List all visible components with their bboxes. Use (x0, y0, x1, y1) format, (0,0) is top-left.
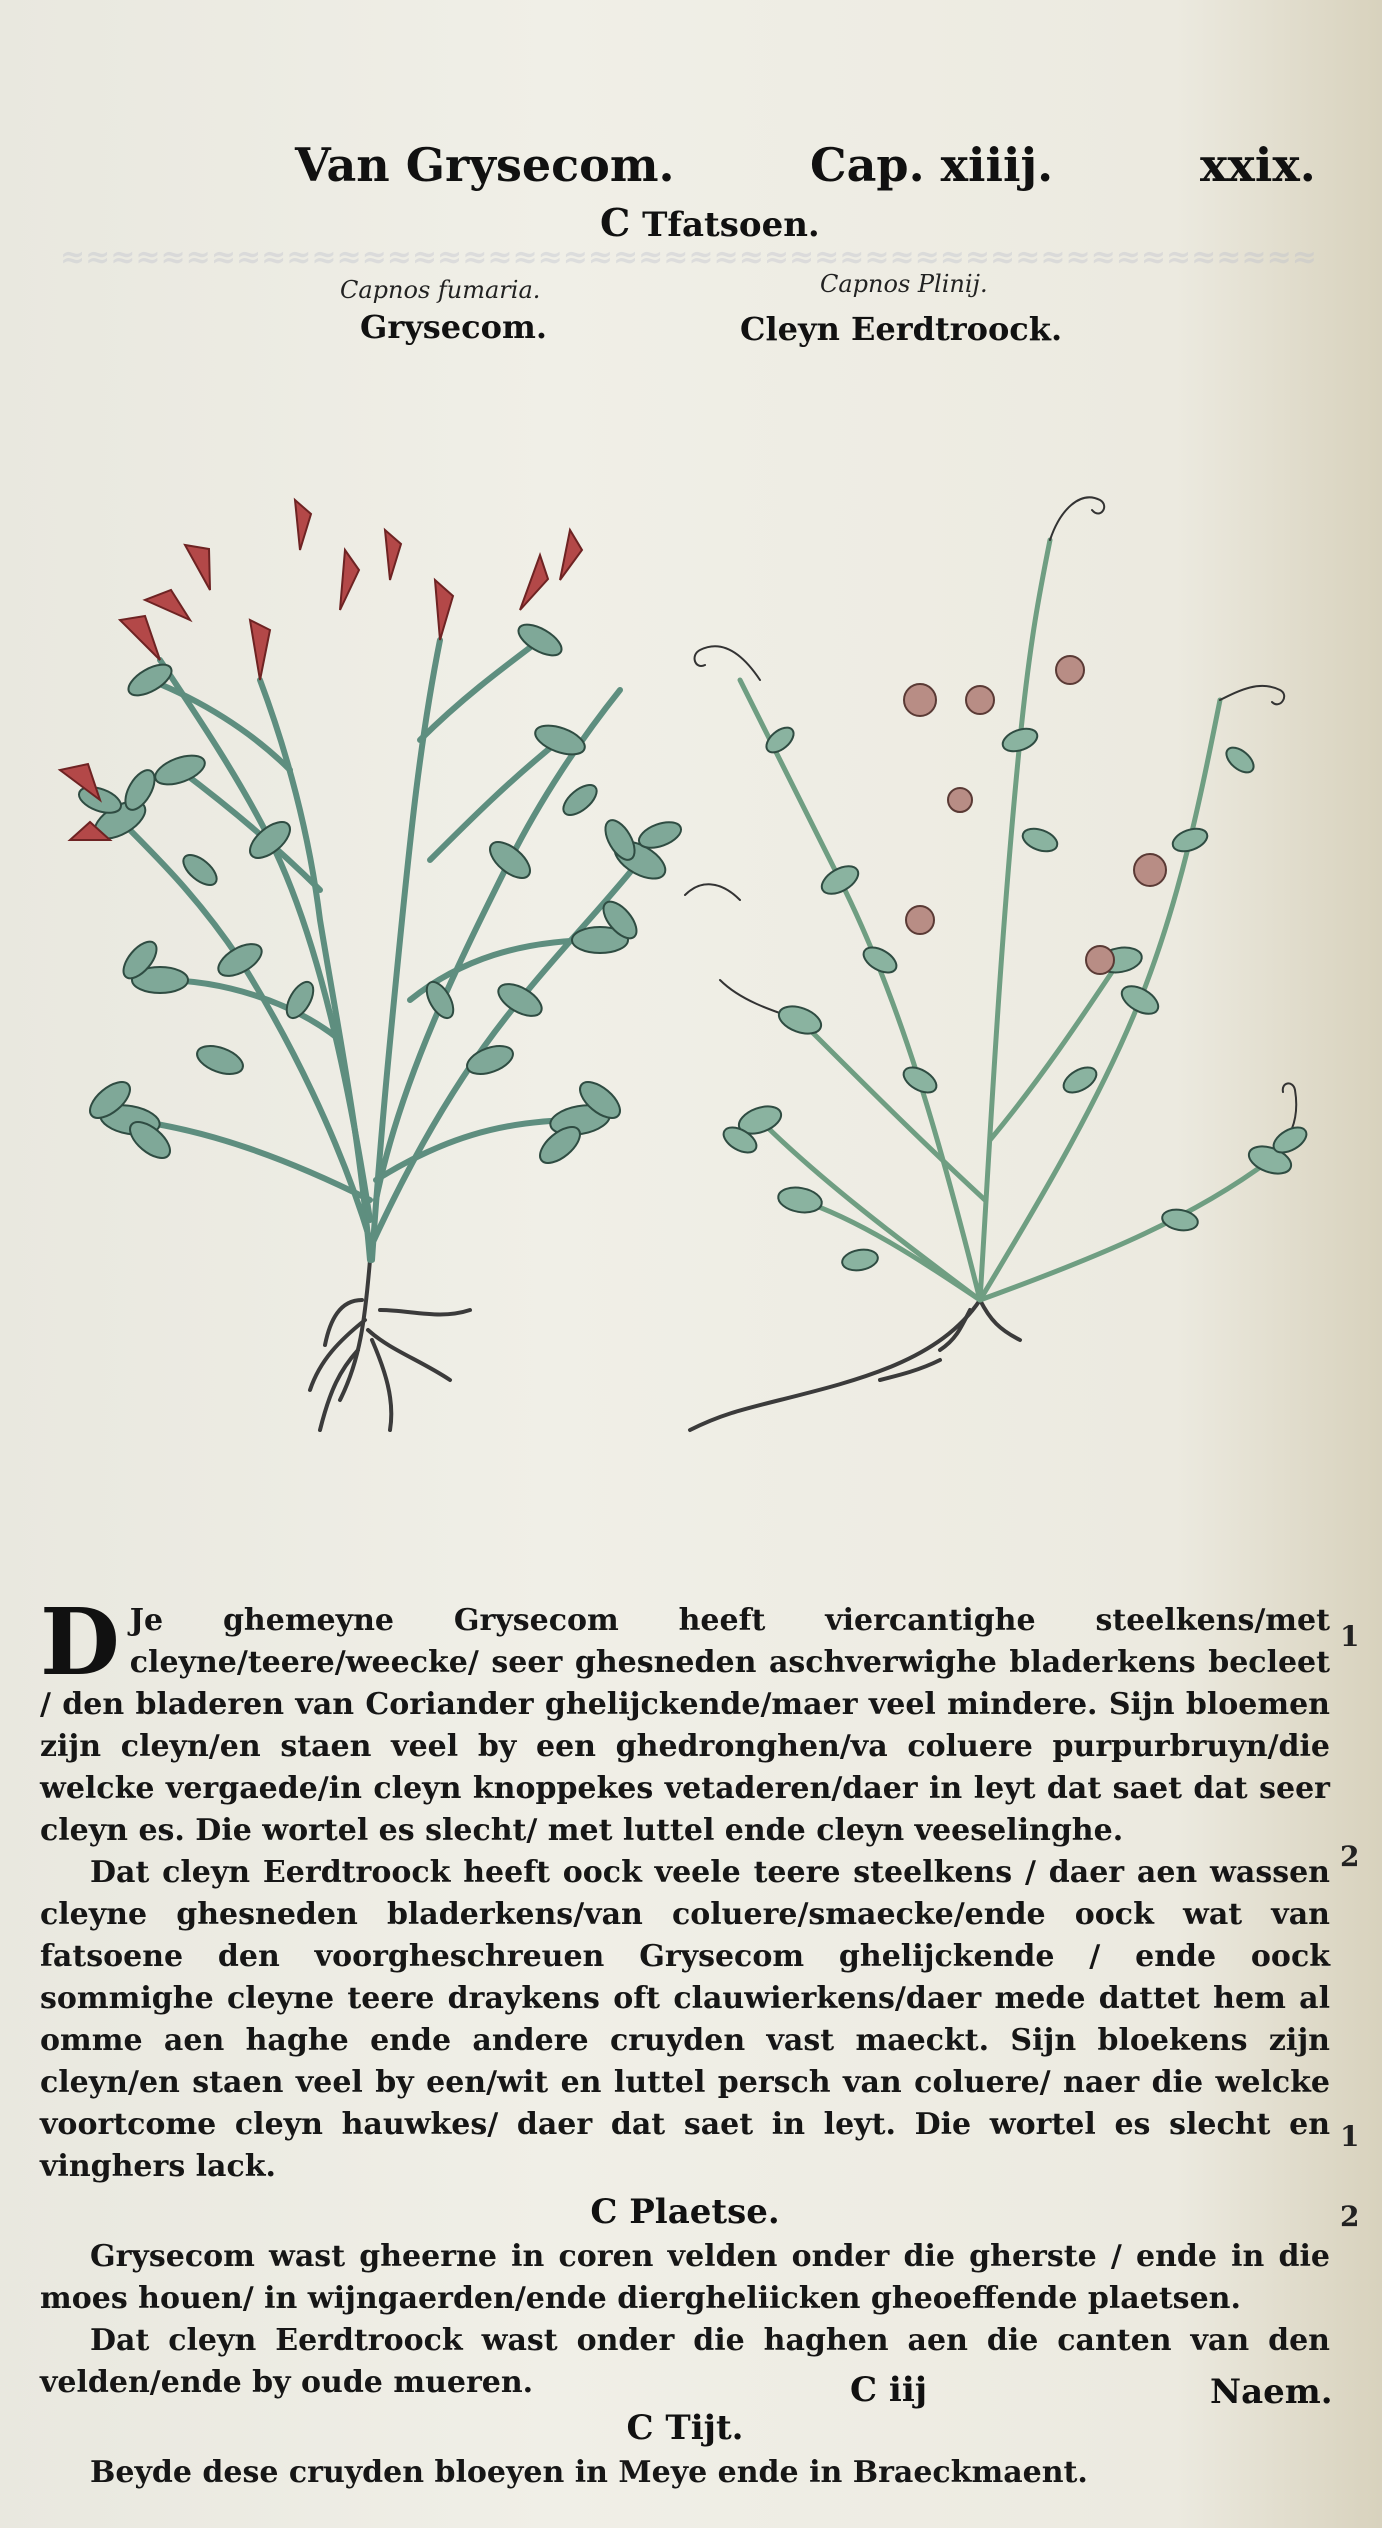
place-text-1: Grysecom wast gheerne in coren velden onder die gherste / ende in die moes houen/ in wijngaerden/ende diergheliicken gheoeffende plaetsen. (40, 2239, 1330, 2316)
signature-mark: C iij (850, 2370, 928, 2410)
time-pilcrow: C (626, 2408, 654, 2448)
description-text-1: Je ghemeyne Grysecom heeft viercantighe steelkens/met cleyne/teere/weecke/ seer ghesneden aschverwighe bladerkens becleet / den bladeren van Coriander ghelijckende/maer veel mindere. Sijn bloemen zijn cleyn/en staen veel by een ghedronghen/va coluere purpurbruyn/die welcke vergaede/in cleyn knoppekes vetaderen/daer in leyt dat saet dat seer cleyn es. Die wortel es slecht/ met luttel ende cleyn veeselinghe. (40, 1603, 1330, 1848)
place-text-2: Dat cleyn Eerdtroock wast onder die haghen aen die canten van den velden/ende by oude mueren. (40, 2323, 1330, 2400)
margin-number-description-1: 1 (1340, 1620, 1360, 1653)
fumitory-woodcut (60, 500, 684, 1430)
fumitory-root (310, 1260, 470, 1430)
header-chapter: Cap. xiiij. (810, 138, 1054, 192)
running-header (0, 128, 1382, 192)
description-section (40, 1588, 1330, 2494)
place-heading-text: Plaetse. (629, 2192, 780, 2232)
place-heading (40, 2192, 1330, 2232)
header-folio: xxix. (1200, 138, 1316, 192)
climbing-fumitory-stems (740, 540, 1270, 1300)
pilcrow-mark: C (600, 200, 631, 245)
climbing-fumitory-woodcut (685, 497, 1311, 1430)
botanical-illustrations (40, 440, 1340, 1540)
margin-number-place-1: 1 (1340, 2120, 1360, 2153)
header-title: Van Grysecom. (295, 138, 675, 192)
margin-number-place-2: 2 (1340, 2200, 1360, 2233)
right-plant-dutch-label: Cleyn Eerdtroock. (740, 310, 1063, 348)
catchword: Naem. (1210, 2372, 1333, 2412)
time-heading (40, 2408, 1330, 2448)
right-plant-latin-label: Capnos Plinij. (820, 270, 988, 298)
place-pilcrow: C (590, 2192, 618, 2232)
description-paragraph-1 (40, 1588, 1330, 1852)
bleed-through: ≈≈≈≈≈≈≈≈≈≈≈≈≈≈≈≈≈≈≈≈≈≈≈≈≈≈≈≈≈≈≈≈≈≈≈≈≈≈≈≈≈≈≈≈≈≈≈≈≈≈ (60, 240, 1317, 275)
section-heading-names (600, 200, 820, 245)
margin-number-description-2: 2 (1340, 1840, 1360, 1873)
section-label: Tfatsoen. (642, 205, 820, 245)
drop-cap-initial: D (40, 1588, 120, 1696)
left-plant-latin-label: Capnos fumaria. (340, 276, 541, 304)
time-text-1: Beyde dese cruyden bloeyen in Meye ende in Braeckmaent. (90, 2455, 1088, 2490)
fumitory-leaves (76, 618, 685, 1169)
time-heading-text: Tijt. (665, 2408, 744, 2448)
description-text-2: Dat cleyn Eerdtroock heeft oock veele teere steelkens / daer aen wassen cleyne ghesneden bladerkens/van coluere/smaecke/ende oock wat van fatsoene den voorgheschreuen Grysecom ghelijckende / ende oock sommighe cleyne teere draykens oft clauwierkens/daer mede dattet hem al omme aen haghe ende andere cruyden vast maeckt. Sijn bloekens zijn cleyn/en staen veel by een/wit en luttel persch van coluere/ naer die welcke voortcome cleyn hauwkes/ daer dat saet in leyt. Die wortel es slecht en vinghers lack. (40, 1855, 1330, 2184)
climbing-fumitory-tendrils (685, 497, 1296, 1160)
climbing-fumitory-root (690, 1300, 1020, 1430)
left-plant-dutch-label: Grysecom. (360, 308, 547, 346)
climbing-fumitory-flowers (904, 656, 1166, 974)
